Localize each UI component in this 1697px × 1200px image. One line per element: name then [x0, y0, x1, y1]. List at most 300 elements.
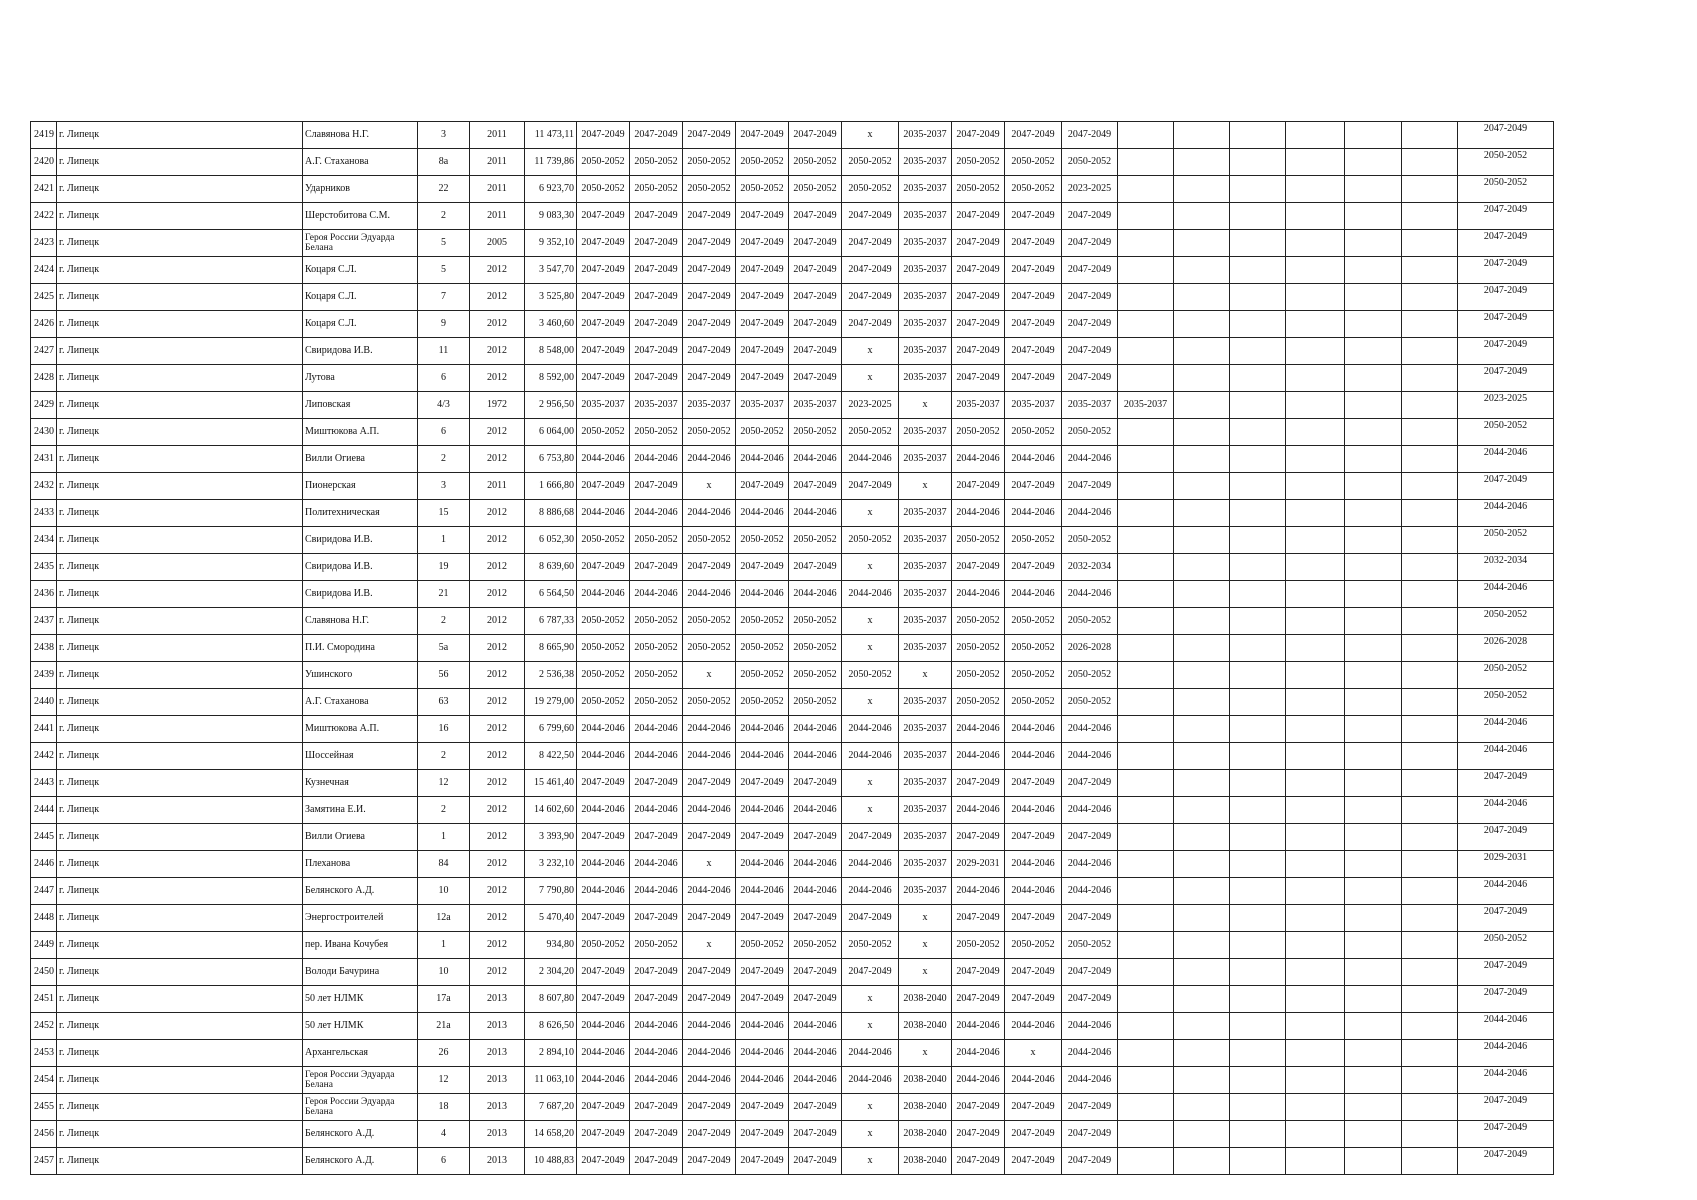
work-period-cell: 2035-2037 [899, 851, 952, 878]
work-period-cell [1174, 905, 1230, 932]
work-period-cell [1230, 824, 1286, 851]
work-period-cell: 2047-2049 [842, 473, 899, 500]
work-period-cell [1286, 392, 1345, 419]
work-period-cell: 2044-2046 [683, 797, 736, 824]
work-period-cell: 2035-2037 [683, 392, 736, 419]
work-period-cell [1118, 635, 1174, 662]
house-number-cell: 8а [418, 149, 470, 176]
final-period-cell: 2050-2052 [1458, 662, 1554, 689]
work-period-cell: 2044-2046 [736, 446, 789, 473]
work-period-cell: 2038-2040 [899, 986, 952, 1013]
work-period-cell: 2047-2049 [630, 959, 683, 986]
work-period-cell [1345, 932, 1402, 959]
work-period-cell [1118, 1067, 1174, 1094]
work-period-cell [1230, 1013, 1286, 1040]
work-period-cell: 2047-2049 [952, 905, 1005, 932]
final-period-cell: 2047-2049 [1458, 311, 1554, 338]
work-period-cell [1174, 581, 1230, 608]
work-period-cell: 2047-2049 [683, 122, 736, 149]
house-number-cell: 18 [418, 1094, 470, 1121]
work-period-cell [1286, 203, 1345, 230]
row-number-cell: 2421 [31, 176, 57, 203]
work-period-cell: 2047-2049 [736, 122, 789, 149]
work-period-cell [1230, 392, 1286, 419]
work-period-cell: 2026-2028 [1062, 635, 1118, 662]
work-period-cell: 2047-2049 [952, 338, 1005, 365]
work-period-cell: 2047-2049 [683, 905, 736, 932]
area-cell: 11 063,10 [525, 1067, 577, 1094]
work-period-cell: 2044-2046 [630, 500, 683, 527]
work-period-cell: 2047-2049 [952, 284, 1005, 311]
work-period-cell [1402, 284, 1458, 311]
work-period-cell: 2047-2049 [577, 203, 630, 230]
table-row [31, 581, 1554, 608]
city-cell: г. Липецк [57, 959, 303, 986]
work-period-cell: 2050-2052 [1005, 527, 1062, 554]
work-period-cell [1345, 581, 1402, 608]
work-period-cell [1286, 1148, 1345, 1175]
work-period-cell: 2050-2052 [1062, 608, 1118, 635]
work-period-cell: 2044-2046 [736, 743, 789, 770]
work-period-cell [1345, 1148, 1402, 1175]
house-number-cell: 2 [418, 446, 470, 473]
work-period-cell: 2047-2049 [630, 122, 683, 149]
work-period-cell [1118, 1148, 1174, 1175]
build-year-cell: 2011 [470, 149, 525, 176]
work-period-cell [1118, 365, 1174, 392]
work-period-cell [1345, 149, 1402, 176]
work-period-cell [1345, 1040, 1402, 1067]
work-period-cell: 2044-2046 [1062, 878, 1118, 905]
row-number-cell: 2433 [31, 500, 57, 527]
build-year-cell: 2012 [470, 527, 525, 554]
work-period-cell: 2044-2046 [630, 716, 683, 743]
work-period-cell: 2050-2052 [630, 527, 683, 554]
final-period-cell: 2044-2046 [1458, 1013, 1554, 1040]
work-period-cell [1118, 1013, 1174, 1040]
work-period-cell: 2044-2046 [952, 743, 1005, 770]
final-period-cell: 2047-2049 [1458, 959, 1554, 986]
work-period-cell: x [1005, 1040, 1062, 1067]
work-period-cell: 2050-2052 [683, 635, 736, 662]
house-number-cell: 2 [418, 608, 470, 635]
row-number-cell: 2430 [31, 419, 57, 446]
work-period-cell [1118, 716, 1174, 743]
work-period-cell [1118, 878, 1174, 905]
build-year-cell: 2012 [470, 446, 525, 473]
work-period-cell: 2047-2049 [577, 311, 630, 338]
build-year-cell: 2012 [470, 959, 525, 986]
work-period-cell: 2044-2046 [1062, 851, 1118, 878]
work-period-cell: 2044-2046 [789, 446, 842, 473]
city-cell: г. Липецк [57, 1040, 303, 1067]
work-period-cell [1118, 1094, 1174, 1121]
work-period-cell: 2035-2037 [577, 392, 630, 419]
work-period-cell: 2047-2049 [1062, 311, 1118, 338]
work-period-cell: 2047-2049 [1005, 203, 1062, 230]
city-cell: г. Липецк [57, 203, 303, 230]
work-period-cell [1174, 824, 1230, 851]
work-period-cell [1230, 284, 1286, 311]
work-period-cell: 2047-2049 [630, 365, 683, 392]
work-period-cell [1118, 527, 1174, 554]
work-period-cell [1174, 932, 1230, 959]
work-period-cell [1402, 500, 1458, 527]
work-period-cell [1402, 581, 1458, 608]
work-period-cell: 2050-2052 [1062, 689, 1118, 716]
work-period-cell: 2044-2046 [789, 1013, 842, 1040]
work-period-cell [1345, 689, 1402, 716]
work-period-cell: 2047-2049 [736, 311, 789, 338]
work-period-cell: 2047-2049 [1005, 770, 1062, 797]
work-period-cell: 2044-2046 [1062, 797, 1118, 824]
work-period-cell: x [842, 689, 899, 716]
work-period-cell: 2047-2049 [577, 338, 630, 365]
work-period-cell: 2023-2025 [1062, 176, 1118, 203]
work-period-cell: 2044-2046 [1005, 581, 1062, 608]
work-period-cell: 2038-2040 [899, 1067, 952, 1094]
work-period-cell: 2047-2049 [789, 311, 842, 338]
work-period-cell: 2050-2052 [630, 932, 683, 959]
work-period-cell [1402, 743, 1458, 770]
street-cell: Ушинского [303, 662, 418, 689]
work-period-cell [1402, 716, 1458, 743]
work-period-cell: 2050-2052 [789, 662, 842, 689]
city-cell: г. Липецк [57, 419, 303, 446]
city-cell: г. Липецк [57, 122, 303, 149]
work-period-cell: 2035-2037 [630, 392, 683, 419]
work-period-cell [1345, 176, 1402, 203]
work-period-cell [1174, 770, 1230, 797]
work-period-cell: 2035-2037 [952, 392, 1005, 419]
city-cell: г. Липецк [57, 635, 303, 662]
work-period-cell: 2050-2052 [736, 527, 789, 554]
work-period-cell [1118, 959, 1174, 986]
work-period-cell [1286, 149, 1345, 176]
work-period-cell: 2035-2037 [899, 878, 952, 905]
work-period-cell [1286, 527, 1345, 554]
work-period-cell [1230, 716, 1286, 743]
work-period-cell: 2035-2037 [1062, 392, 1118, 419]
house-number-cell: 56 [418, 662, 470, 689]
work-period-cell: 2050-2052 [577, 635, 630, 662]
table-row [31, 851, 1554, 878]
work-period-cell: 2050-2052 [952, 662, 1005, 689]
house-number-cell: 1 [418, 527, 470, 554]
work-period-cell [1174, 284, 1230, 311]
row-number-cell: 2447 [31, 878, 57, 905]
work-period-cell [1174, 1067, 1230, 1094]
work-period-cell: 2044-2046 [630, 1040, 683, 1067]
work-period-cell: x [842, 797, 899, 824]
table-row [31, 149, 1554, 176]
work-period-cell [1345, 392, 1402, 419]
work-period-cell: x [842, 1148, 899, 1175]
build-year-cell: 2012 [470, 554, 525, 581]
work-period-cell [1286, 905, 1345, 932]
house-number-cell: 6 [418, 1148, 470, 1175]
work-period-cell [1118, 824, 1174, 851]
work-period-cell: 2047-2049 [789, 257, 842, 284]
street-cell: Ударников [303, 176, 418, 203]
work-period-cell: 2047-2049 [577, 1094, 630, 1121]
work-period-cell: 2050-2052 [736, 419, 789, 446]
work-period-cell [1118, 284, 1174, 311]
work-period-cell: 2044-2046 [736, 581, 789, 608]
work-period-cell: 2050-2052 [789, 149, 842, 176]
work-period-cell: x [899, 905, 952, 932]
work-period-cell: x [683, 851, 736, 878]
work-period-cell: 2044-2046 [1005, 446, 1062, 473]
work-period-cell: 2047-2049 [1005, 284, 1062, 311]
area-cell: 19 279,00 [525, 689, 577, 716]
work-period-cell [1286, 257, 1345, 284]
area-cell: 2 956,50 [525, 392, 577, 419]
work-period-cell [1345, 284, 1402, 311]
work-period-cell [1174, 527, 1230, 554]
street-cell: Шерстобитова С.М. [303, 203, 418, 230]
work-period-cell [1118, 176, 1174, 203]
table-row [31, 1040, 1554, 1067]
work-period-cell [1286, 473, 1345, 500]
build-year-cell: 2012 [470, 500, 525, 527]
final-period-cell: 2044-2046 [1458, 716, 1554, 743]
work-period-cell: 2047-2049 [1005, 986, 1062, 1013]
house-number-cell: 12а [418, 905, 470, 932]
street-cell: Коцаря С.Л. [303, 311, 418, 338]
work-period-cell: 2047-2049 [1062, 122, 1118, 149]
work-period-cell: 2047-2049 [577, 905, 630, 932]
row-number-cell: 2422 [31, 203, 57, 230]
work-period-cell: 2044-2046 [736, 1067, 789, 1094]
work-period-cell: 2035-2037 [899, 527, 952, 554]
work-period-cell: x [842, 1094, 899, 1121]
build-year-cell: 2013 [470, 1148, 525, 1175]
work-period-cell: 2044-2046 [1062, 743, 1118, 770]
work-period-cell: x [842, 338, 899, 365]
work-period-cell: 2047-2049 [736, 986, 789, 1013]
work-period-cell: 2044-2046 [577, 1013, 630, 1040]
work-period-cell: 2047-2049 [736, 959, 789, 986]
final-period-cell: 2050-2052 [1458, 527, 1554, 554]
work-period-cell: 2047-2049 [577, 284, 630, 311]
city-cell: г. Липецк [57, 1094, 303, 1121]
work-period-cell: 2047-2049 [736, 284, 789, 311]
work-period-cell: 2047-2049 [952, 203, 1005, 230]
work-period-cell: 2044-2046 [683, 500, 736, 527]
street-cell: Политехническая [303, 500, 418, 527]
work-period-cell [1118, 608, 1174, 635]
work-period-cell [1118, 554, 1174, 581]
city-cell: г. Липецк [57, 311, 303, 338]
row-number-cell: 2457 [31, 1148, 57, 1175]
row-number-cell: 2453 [31, 1040, 57, 1067]
street-cell: Плеханова [303, 851, 418, 878]
table-row [31, 203, 1554, 230]
work-period-cell: 2047-2049 [842, 203, 899, 230]
work-period-cell: x [842, 1121, 899, 1148]
work-period-cell: 2044-2046 [842, 581, 899, 608]
final-period-cell: 2050-2052 [1458, 149, 1554, 176]
work-period-cell [1174, 392, 1230, 419]
work-period-cell: 2047-2049 [736, 1148, 789, 1175]
work-period-cell: 2035-2037 [1118, 392, 1174, 419]
build-year-cell: 2012 [470, 338, 525, 365]
table-row [31, 905, 1554, 932]
work-period-cell: 2044-2046 [630, 797, 683, 824]
work-period-cell: 2050-2052 [789, 608, 842, 635]
work-period-cell [1230, 338, 1286, 365]
work-period-cell [1230, 149, 1286, 176]
street-cell: Вилли Огиева [303, 446, 418, 473]
table-row [31, 257, 1554, 284]
build-year-cell: 2013 [470, 1013, 525, 1040]
final-period-cell: 2047-2049 [1458, 122, 1554, 149]
row-number-cell: 2431 [31, 446, 57, 473]
house-number-cell: 2 [418, 203, 470, 230]
area-cell: 3 232,10 [525, 851, 577, 878]
work-period-cell: 2044-2046 [577, 716, 630, 743]
row-number-cell: 2437 [31, 608, 57, 635]
build-year-cell: 2012 [470, 257, 525, 284]
row-number-cell: 2427 [31, 338, 57, 365]
work-period-cell: 2050-2052 [842, 176, 899, 203]
work-period-cell [1174, 1013, 1230, 1040]
work-period-cell: 2035-2037 [899, 284, 952, 311]
work-period-cell [1402, 1121, 1458, 1148]
table-row [31, 878, 1554, 905]
work-period-cell [1174, 716, 1230, 743]
work-period-cell [1286, 554, 1345, 581]
work-period-cell [1118, 419, 1174, 446]
table-row [31, 230, 1554, 257]
table-body [31, 122, 1554, 1175]
work-period-cell [1118, 473, 1174, 500]
work-period-cell [1118, 770, 1174, 797]
work-period-cell: 2050-2052 [789, 689, 842, 716]
table-row [31, 392, 1554, 419]
street-cell: Свиридова И.В. [303, 554, 418, 581]
work-period-cell: 2044-2046 [577, 878, 630, 905]
work-period-cell [1118, 203, 1174, 230]
work-period-cell: 2047-2049 [1005, 257, 1062, 284]
work-period-cell [1286, 986, 1345, 1013]
work-period-cell: 2047-2049 [683, 554, 736, 581]
row-number-cell: 2448 [31, 905, 57, 932]
work-period-cell: 2044-2046 [952, 500, 1005, 527]
work-period-cell: 2047-2049 [1062, 1121, 1118, 1148]
house-number-cell: 22 [418, 176, 470, 203]
street-cell: Замятина Е.И. [303, 797, 418, 824]
area-cell: 3 525,80 [525, 284, 577, 311]
work-period-cell: 2050-2052 [683, 608, 736, 635]
row-number-cell: 2436 [31, 581, 57, 608]
final-period-cell: 2047-2049 [1458, 986, 1554, 1013]
work-period-cell: 2047-2049 [683, 1121, 736, 1148]
work-period-cell [1402, 932, 1458, 959]
table-row [31, 365, 1554, 392]
row-number-cell: 2438 [31, 635, 57, 662]
work-period-cell [1118, 905, 1174, 932]
city-cell: г. Липецк [57, 1013, 303, 1040]
row-number-cell: 2446 [31, 851, 57, 878]
work-period-cell: 2047-2049 [736, 230, 789, 257]
work-period-cell: 2050-2052 [630, 176, 683, 203]
work-period-cell: 2050-2052 [1062, 527, 1118, 554]
city-cell: г. Липецк [57, 770, 303, 797]
work-period-cell: 2044-2046 [577, 1067, 630, 1094]
work-period-cell [1230, 689, 1286, 716]
work-period-cell: 2047-2049 [683, 230, 736, 257]
work-period-cell: 2035-2037 [1005, 392, 1062, 419]
work-period-cell: 2044-2046 [842, 743, 899, 770]
work-period-cell: 2047-2049 [842, 284, 899, 311]
work-period-cell: 2050-2052 [842, 932, 899, 959]
build-year-cell: 2012 [470, 851, 525, 878]
work-period-cell: 2047-2049 [736, 473, 789, 500]
house-number-cell: 63 [418, 689, 470, 716]
row-number-cell: 2424 [31, 257, 57, 284]
work-period-cell [1230, 851, 1286, 878]
work-period-cell [1174, 689, 1230, 716]
street-cell: Липовская [303, 392, 418, 419]
final-period-cell: 2050-2052 [1458, 932, 1554, 959]
work-period-cell [1230, 932, 1286, 959]
area-cell: 8 626,50 [525, 1013, 577, 1040]
work-period-cell: 2047-2049 [1062, 284, 1118, 311]
house-number-cell: 10 [418, 959, 470, 986]
work-period-cell: 2047-2049 [952, 230, 1005, 257]
work-period-cell: 2044-2046 [1062, 716, 1118, 743]
final-period-cell: 2044-2046 [1458, 797, 1554, 824]
build-year-cell: 2011 [470, 176, 525, 203]
work-period-cell: 2050-2052 [683, 689, 736, 716]
work-period-cell: 2050-2052 [842, 419, 899, 446]
work-period-cell: 2047-2049 [789, 122, 842, 149]
table-row [31, 662, 1554, 689]
street-cell: Миштюкова А.П. [303, 716, 418, 743]
work-period-cell: 2047-2049 [630, 1094, 683, 1121]
work-period-cell [1230, 311, 1286, 338]
table-row [31, 824, 1554, 851]
city-cell: г. Липецк [57, 230, 303, 257]
build-year-cell: 2013 [470, 1094, 525, 1121]
final-period-cell: 2029-2031 [1458, 851, 1554, 878]
work-period-cell [1345, 1094, 1402, 1121]
work-period-cell: x [842, 635, 899, 662]
work-period-cell: 2035-2037 [899, 824, 952, 851]
table-row [31, 122, 1554, 149]
work-period-cell [1402, 851, 1458, 878]
work-period-cell [1118, 581, 1174, 608]
work-period-cell: 2044-2046 [577, 743, 630, 770]
work-period-cell [1230, 500, 1286, 527]
house-number-cell: 10 [418, 878, 470, 905]
final-period-cell: 2047-2049 [1458, 203, 1554, 230]
house-number-cell: 11 [418, 338, 470, 365]
work-period-cell [1230, 1148, 1286, 1175]
city-cell: г. Липецк [57, 581, 303, 608]
work-period-cell [1402, 878, 1458, 905]
work-period-cell [1174, 122, 1230, 149]
build-year-cell: 2005 [470, 230, 525, 257]
area-cell: 1 666,80 [525, 473, 577, 500]
work-period-cell: 2047-2049 [1062, 1094, 1118, 1121]
final-period-cell: 2047-2049 [1458, 824, 1554, 851]
city-cell: г. Липецк [57, 932, 303, 959]
work-period-cell: 2050-2052 [577, 176, 630, 203]
work-period-cell: 2047-2049 [789, 365, 842, 392]
